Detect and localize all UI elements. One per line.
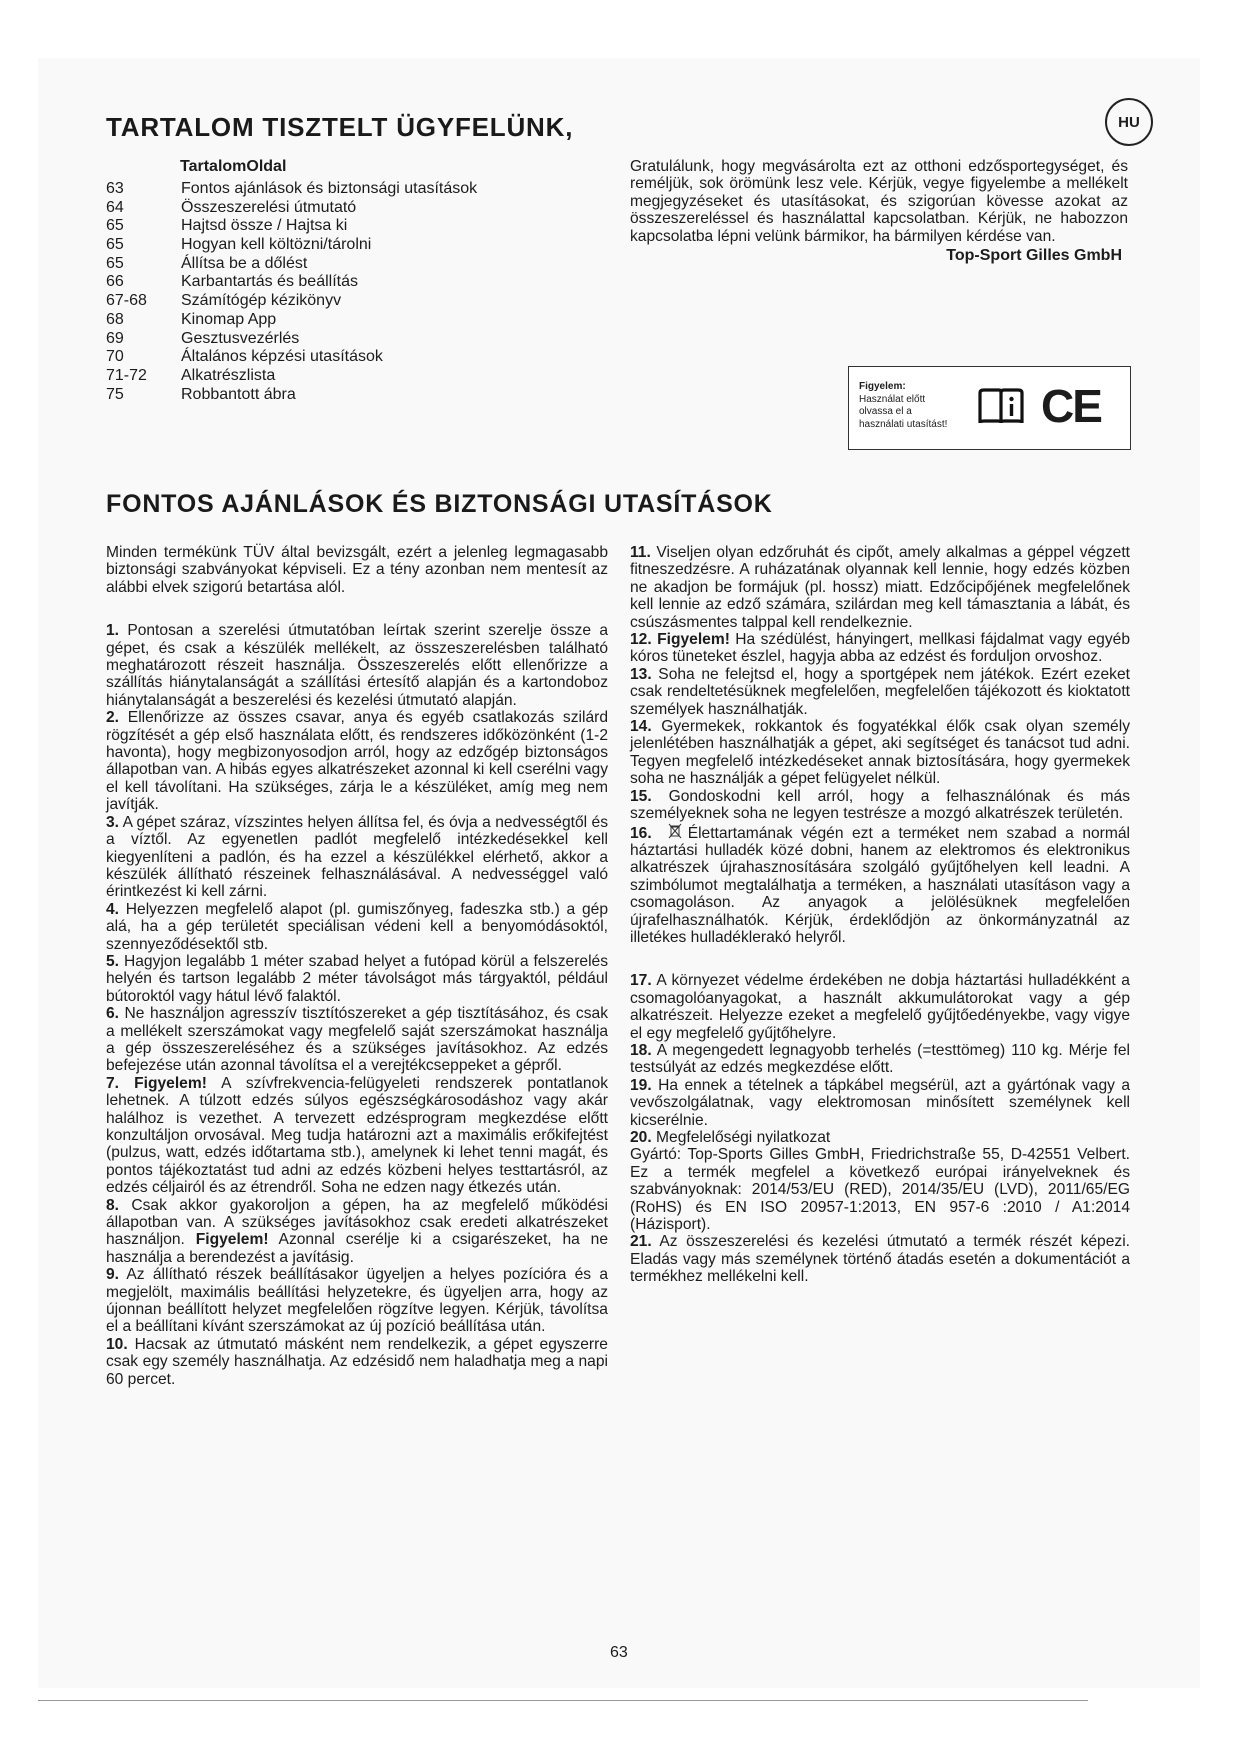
notice-line: használati utasítást! xyxy=(859,418,948,430)
toc-item[interactable] xyxy=(106,255,576,274)
toc-page: 71-72 xyxy=(106,366,147,384)
toc-title: Általános képzési utasítások xyxy=(181,348,383,366)
toc-item[interactable] xyxy=(106,330,576,349)
footer-divider xyxy=(38,1700,1088,1701)
toc-page: 65 xyxy=(106,254,124,272)
safety-item-20 xyxy=(630,1129,1130,1233)
toc-title: Számítógép kézikönyv xyxy=(181,292,342,310)
item-number: 1. xyxy=(106,622,120,640)
safety-item-2 xyxy=(106,709,608,813)
safety-item-8 xyxy=(106,1197,608,1267)
item-text: A környezet védelme érdekében ne dobja háztartási hulladékként a csomagolóanyagokat, a használt akkumulátorokat vagy a gép alkatrészeit. Helyezze ezeket a megfelelő gyűjtőedényekbe, vagy vigye el egy megfelelő gyűjtőhelyre. xyxy=(630,972,1130,1042)
safety-item-3 xyxy=(106,814,608,901)
safety-item-14 xyxy=(630,718,1130,788)
safety-item-18 xyxy=(630,1042,1130,1077)
warning-word: Figyelem! xyxy=(195,1231,269,1249)
notice-line: olvassa el a xyxy=(859,406,912,417)
item-number: 13. xyxy=(630,665,652,683)
greeting-block xyxy=(630,158,1128,264)
page-number: 63 xyxy=(610,1644,628,1661)
safety-item-5 xyxy=(106,953,608,1005)
toc-title: Állítsa be a dőlést xyxy=(181,254,308,272)
item-number: 2. xyxy=(106,709,120,727)
item-number: 8. xyxy=(106,1196,120,1214)
toc-list xyxy=(106,180,576,404)
toc-item[interactable] xyxy=(106,311,576,330)
safety-heading: FONTOS AJÁNLÁSOK ÉS BIZTONSÁGI UTASÍTÁSOK xyxy=(106,490,773,518)
crossed-bin-icon xyxy=(668,823,682,839)
toc-item[interactable] xyxy=(106,236,576,255)
item-number: 15. xyxy=(630,787,652,805)
safety-item-11 xyxy=(630,544,1130,631)
safety-intro: Minden termékünk TÜV által bevizsgált, ezért a jelenleg legmagasabb biztonsági szabványokat képviseli. Ez a tény azonban nem mentesít az alábbi elvek szigorú betartása alól. xyxy=(106,544,608,596)
item-text: Hacsak az útmutató másként nem rendelkezik, a gépet egyszerre csak egy személy használhatja. Az edzésidő nem haladhatja meg a napi 60 percet. xyxy=(106,1335,608,1388)
item-number: 21. xyxy=(630,1233,652,1251)
toc-page: 65 xyxy=(106,236,124,254)
safety-item-19 xyxy=(630,1077,1130,1129)
item-number: 18. xyxy=(630,1041,652,1059)
safety-right-column xyxy=(630,544,1130,1286)
item-text: Soha ne felejtsd el, hogy a sportgépek nem játékok. Ezért ezeket csak rendeltetésüknek megfelelően, megfelelően tájékozott és kioktatott személyek használhatják. xyxy=(630,665,1130,718)
item-number: 17. xyxy=(630,972,652,990)
safety-item-10 xyxy=(106,1336,608,1388)
item-text: Ha szédülést, hányingert, mellkasi fájdalmat vagy egyéb kóros tüneteket észlel, hagyja abba az edzést és forduljon orvoshoz. xyxy=(630,631,1130,666)
toc-title: Hogyan kell költözni/tárolni xyxy=(181,236,372,254)
ce-mark: CE xyxy=(1041,380,1101,432)
toc-title: Hajtsd össze / Hajtsa ki xyxy=(181,217,348,235)
toc-page: 75 xyxy=(106,385,124,403)
greeting-text: Gratulálunk, hogy megvásárolta ezt az otthoni edzősportegységet, és reméljük, sok örömünk lesz vele. Kérjük, vegye figyelembe a mellékelt megjegyzéseket és utasításokat, és szigorúan kövesse azokat az összeszereléssel és használattal kapcsolatban. Kérjük, ne habozzon kapcsolatba lépni velünk bármikor, ha bármilyen kérdése van. xyxy=(630,158,1128,245)
item-title: Megfelelőségi nyilatkozat xyxy=(656,1129,831,1146)
item-number: 5. xyxy=(106,952,120,970)
safety-item-4 xyxy=(106,901,608,953)
toc-page: 70 xyxy=(106,348,124,366)
warning-word: Figyelem! xyxy=(134,1074,207,1092)
item-text: Gondoskodni kell arról, hogy a felhasználónak és más személyeknek soha ne legyen testrésze a mozgó alkatrészek területén. xyxy=(630,787,1130,823)
item-number: 3. xyxy=(106,813,120,831)
toc-item[interactable] xyxy=(106,348,576,367)
item-number: 14. xyxy=(630,718,652,736)
safety-item-6 xyxy=(106,1005,608,1075)
item-text: Csak akkor gyakoroljon a gépen, ha az megfelelő működési állapotban van. A szükséges javításokhoz csak eredeti alkatrészeket használjon. xyxy=(106,1196,608,1249)
toc-page: 65 xyxy=(106,217,124,235)
toc-item[interactable] xyxy=(106,217,576,236)
safety-left-column xyxy=(106,544,608,1388)
item-text: A gépet száraz, vízszintes helyen állítsa fel, és óvja a nedvességtől és a víztől. Az egyenetlen padlót megfelelő intézkedésekkel kell kiegyenlíteni a padlón, és ha ezzel a készülékkel elérhető, akkor a készülék állítható részeinek felhasználásával. A nedvességgel való érintkezést ki kell zárni. xyxy=(106,813,608,901)
item-number: 10. xyxy=(106,1335,128,1353)
item-text: Pontosan a szerelési útmutatóban leírtak szerint szerelje össze a gépet, és csak a készülék mellékelt, az összeszerelésben található meghatározott részeit használja. Összeszerelés előtt ellenőrizze a szállítás hiánytalanságát a szállítási értesítő alapján és a kartondoboz hiánytalanságát a beszerelési és kezelési útmutató alapján. xyxy=(106,622,608,709)
item-number: 12. xyxy=(630,631,652,649)
item-text: Ne használjon agresszív tisztítószereket a gép tisztításához, és csak a mellékelt szerszámokat vagy megfelelő saját szerszámokat használja a gép összeszereléséhez és a szükséges javításokhoz. Az edzés befejezése után azonnal távolítsa el a verejtékcseppeket a gépről. xyxy=(106,1005,608,1075)
item-number: 16. xyxy=(630,824,652,842)
toc-item[interactable] xyxy=(106,292,576,311)
toc-page: 69 xyxy=(106,329,124,347)
item-number: 20. xyxy=(630,1129,652,1146)
safety-item-9 xyxy=(106,1266,608,1336)
toc-column-header: TartalomOldal xyxy=(180,158,287,175)
item-number: 9. xyxy=(106,1266,120,1284)
toc-page: 67-68 xyxy=(106,292,147,310)
toc-title: Robbantott ábra xyxy=(181,385,296,403)
toc-item[interactable] xyxy=(106,273,576,292)
item-number: 11. xyxy=(630,544,651,561)
item-text: A szívfrekvencia-felügyeleti rendszerek pontatlanok lehetnek. A túlzott edzés súlyos egészségkárosodáshoz vagy akár halálhoz is vezethet. A tervezett edzésprogram megkezdése előtt konzultáljon orvosával. Meg tudja határozni azt a maximális erőkifejtést (pulzus, watt, edzés időtartama stb.), amelynek ki lehet tenni magát, és pontos tájékoztatást tud adni az edzés közbeni helyes testtartásról, az edzés céljairól és az étrendről. Soha ne edzen nagy étkezés után. xyxy=(106,1074,608,1197)
toc-heading: TARTALOM TISZTELT ÜGYFELÜNK, xyxy=(106,112,574,142)
safety-item-13 xyxy=(630,666,1130,718)
item-text: Viseljen olyan edzőruhát és cipőt, amely alkalmas a géppel végzett fitneszedzésre. A ruházatának olyannak kell lennie, hogy edzés közben ne akadjon be formájuk (pl. hossz) miatt. Edzőcipőjének megfelelőnek kell lennie az edző számára, szilárdan meg kell támasztania a lábát, és csúszásmentes talppal kell rendelkeznie. xyxy=(630,544,1130,631)
item-text: Élettartamának végén ezt a terméket nem szabad a normál háztartási hulladék közé dobni, hanem az elektromos és elektronikus alkatrészek újrahasznosítására szolgáló gyűjtőhelyen kell leadni. A szimbólumot megtalálhatja a terméken, a használati utasításon vagy a csomagoláson. Az anyagok a jelölésüknek megfelelően újrafelhasználhatók. Kérjük, érdeklődjön az önkormányzatnál az illetékes hulladéklerakó helyről. xyxy=(630,824,1130,946)
toc-item[interactable] xyxy=(106,180,576,199)
manual-book-icon xyxy=(977,387,1025,427)
item-text: Gyermekek, rokkantok és fogyatékkal élők csak olyan személy jelenlétében használhatják a gépet, aki segítséget és tanácsot tud adni. Tegyen megfelelő intézkedéseket annak biztosítására, hogy gyermekek soha ne használják a gépet felügyelet nélkül. xyxy=(630,718,1130,788)
read-manual-notice xyxy=(848,366,1131,450)
item-text: Azonnal cserélje ki a csigarészeket, ha ne használja a berendezést a javításig. xyxy=(106,1231,609,1266)
item-text: A megengedett legnagyobb terhelés (=testtömeg) 110 kg. Mérje fel testsúlyát az edzés megkezdése előtt. xyxy=(630,1041,1130,1077)
item-text: Ellenőrizze az összes csavar, anya és egyéb csatlakozás szilárd rögzítését a gép első használata előtt, és rendszeres időközönként (1-2 havonta), hogy megbizonyosodjon arról, hogy az edzőgép biztonságos állapotban van. A hibás egyes alkatrészeket azonnal ki kell cserélni vagy el kell távolítani. Ha szükséges, zárja le a készüléket, amíg meg nem javítják. xyxy=(106,709,608,814)
item-text: Ha ennek a tételnek a tápkábel megsérül, azt a gyártónak vagy a vevőszolgálatnak, vagy elektromosan minősített személynek kell kicserélnie. xyxy=(630,1076,1130,1129)
toc-title: Összeszerelési útmutató xyxy=(181,198,357,216)
toc-title: Karbantartás és beállítás xyxy=(181,273,358,291)
item-number: 4. xyxy=(106,900,120,918)
safety-item-21 xyxy=(630,1233,1130,1285)
toc-page: 66 xyxy=(106,273,124,291)
toc-item[interactable] xyxy=(106,386,576,405)
language-badge: HU xyxy=(1105,98,1153,146)
item-number: 6. xyxy=(106,1005,120,1023)
toc-item[interactable] xyxy=(106,199,576,218)
toc-page: 68 xyxy=(106,310,124,328)
toc-title: Kinomap App xyxy=(181,310,277,328)
item-text: Az összeszerelési és kezelési útmutató a termék részét képezi. Eladás vagy más személynek történő átadás esetén a dokumentációt a termékhez mellékelni kell. xyxy=(630,1233,1130,1286)
toc-title: Fontos ajánlások és biztonsági utasítások xyxy=(181,180,478,197)
item-text: Hagyjon legalább 1 méter szabad helyet a futópad körül a felszerelés helyén és tartson legalább 2 méter távolságot más tárgyaktól, például bútoroktól vagy hátul lévő falaktól. xyxy=(106,952,608,1005)
safety-item-16 xyxy=(630,823,1130,947)
toc-title: Alkatrészlista xyxy=(181,366,276,384)
item-text: Az állítható részek beállításakor ügyeljen a helyes pozícióra és a megjelölt, maximális beállítási helyzetekre, és ügyeljen arra, hogy az újonnan beállított helyzet megfelelően rögzítve legyen. Kérjük, távolítsa el a beállítani kívánt szerszámokat az új pozíció beállítása után. xyxy=(106,1266,608,1336)
toc-page: 63 xyxy=(106,180,124,197)
item-text: Gyártó: Top-Sports Gilles GmbH, Friedrichstraße 55, D-42551 Velbert. Ez a termék megfelel a következő európai irányelveknek és szabványoknak: 2014/53/EU (RED), 2014/35/EU (LVD), 2011/65/EG (RoHS) és EN ISO 20957-1:2013, EN 957-6 :2010 / A1:2014 (Házisport). xyxy=(630,1146,1130,1234)
notice-text xyxy=(859,381,947,431)
safety-item-12 xyxy=(630,631,1130,666)
item-number: 19. xyxy=(630,1076,652,1094)
toc-item[interactable] xyxy=(106,367,576,386)
safety-item-15 xyxy=(630,788,1130,823)
signature: Top-Sport Gilles GmbH xyxy=(946,247,1122,265)
notice-title: Figyelem: xyxy=(859,381,906,392)
notice-line: Használat előtt xyxy=(859,393,926,405)
item-text: Helyezzen megfelelő alapot (pl. gumiszőnyeg, fadeszka stb.) a gép alá, ha a gép területét speciálisan védeni kell a benyomódásoktól, szennyeződésektől stb. xyxy=(106,900,608,953)
safety-item-1 xyxy=(106,622,608,709)
warning-word: Figyelem! xyxy=(657,631,730,649)
toc-title: Gesztusvezérlés xyxy=(181,329,300,347)
item-number: 7. xyxy=(106,1074,120,1092)
toc-page: 64 xyxy=(106,198,124,216)
safety-item-7 xyxy=(106,1075,608,1197)
safety-item-17 xyxy=(630,972,1130,1042)
